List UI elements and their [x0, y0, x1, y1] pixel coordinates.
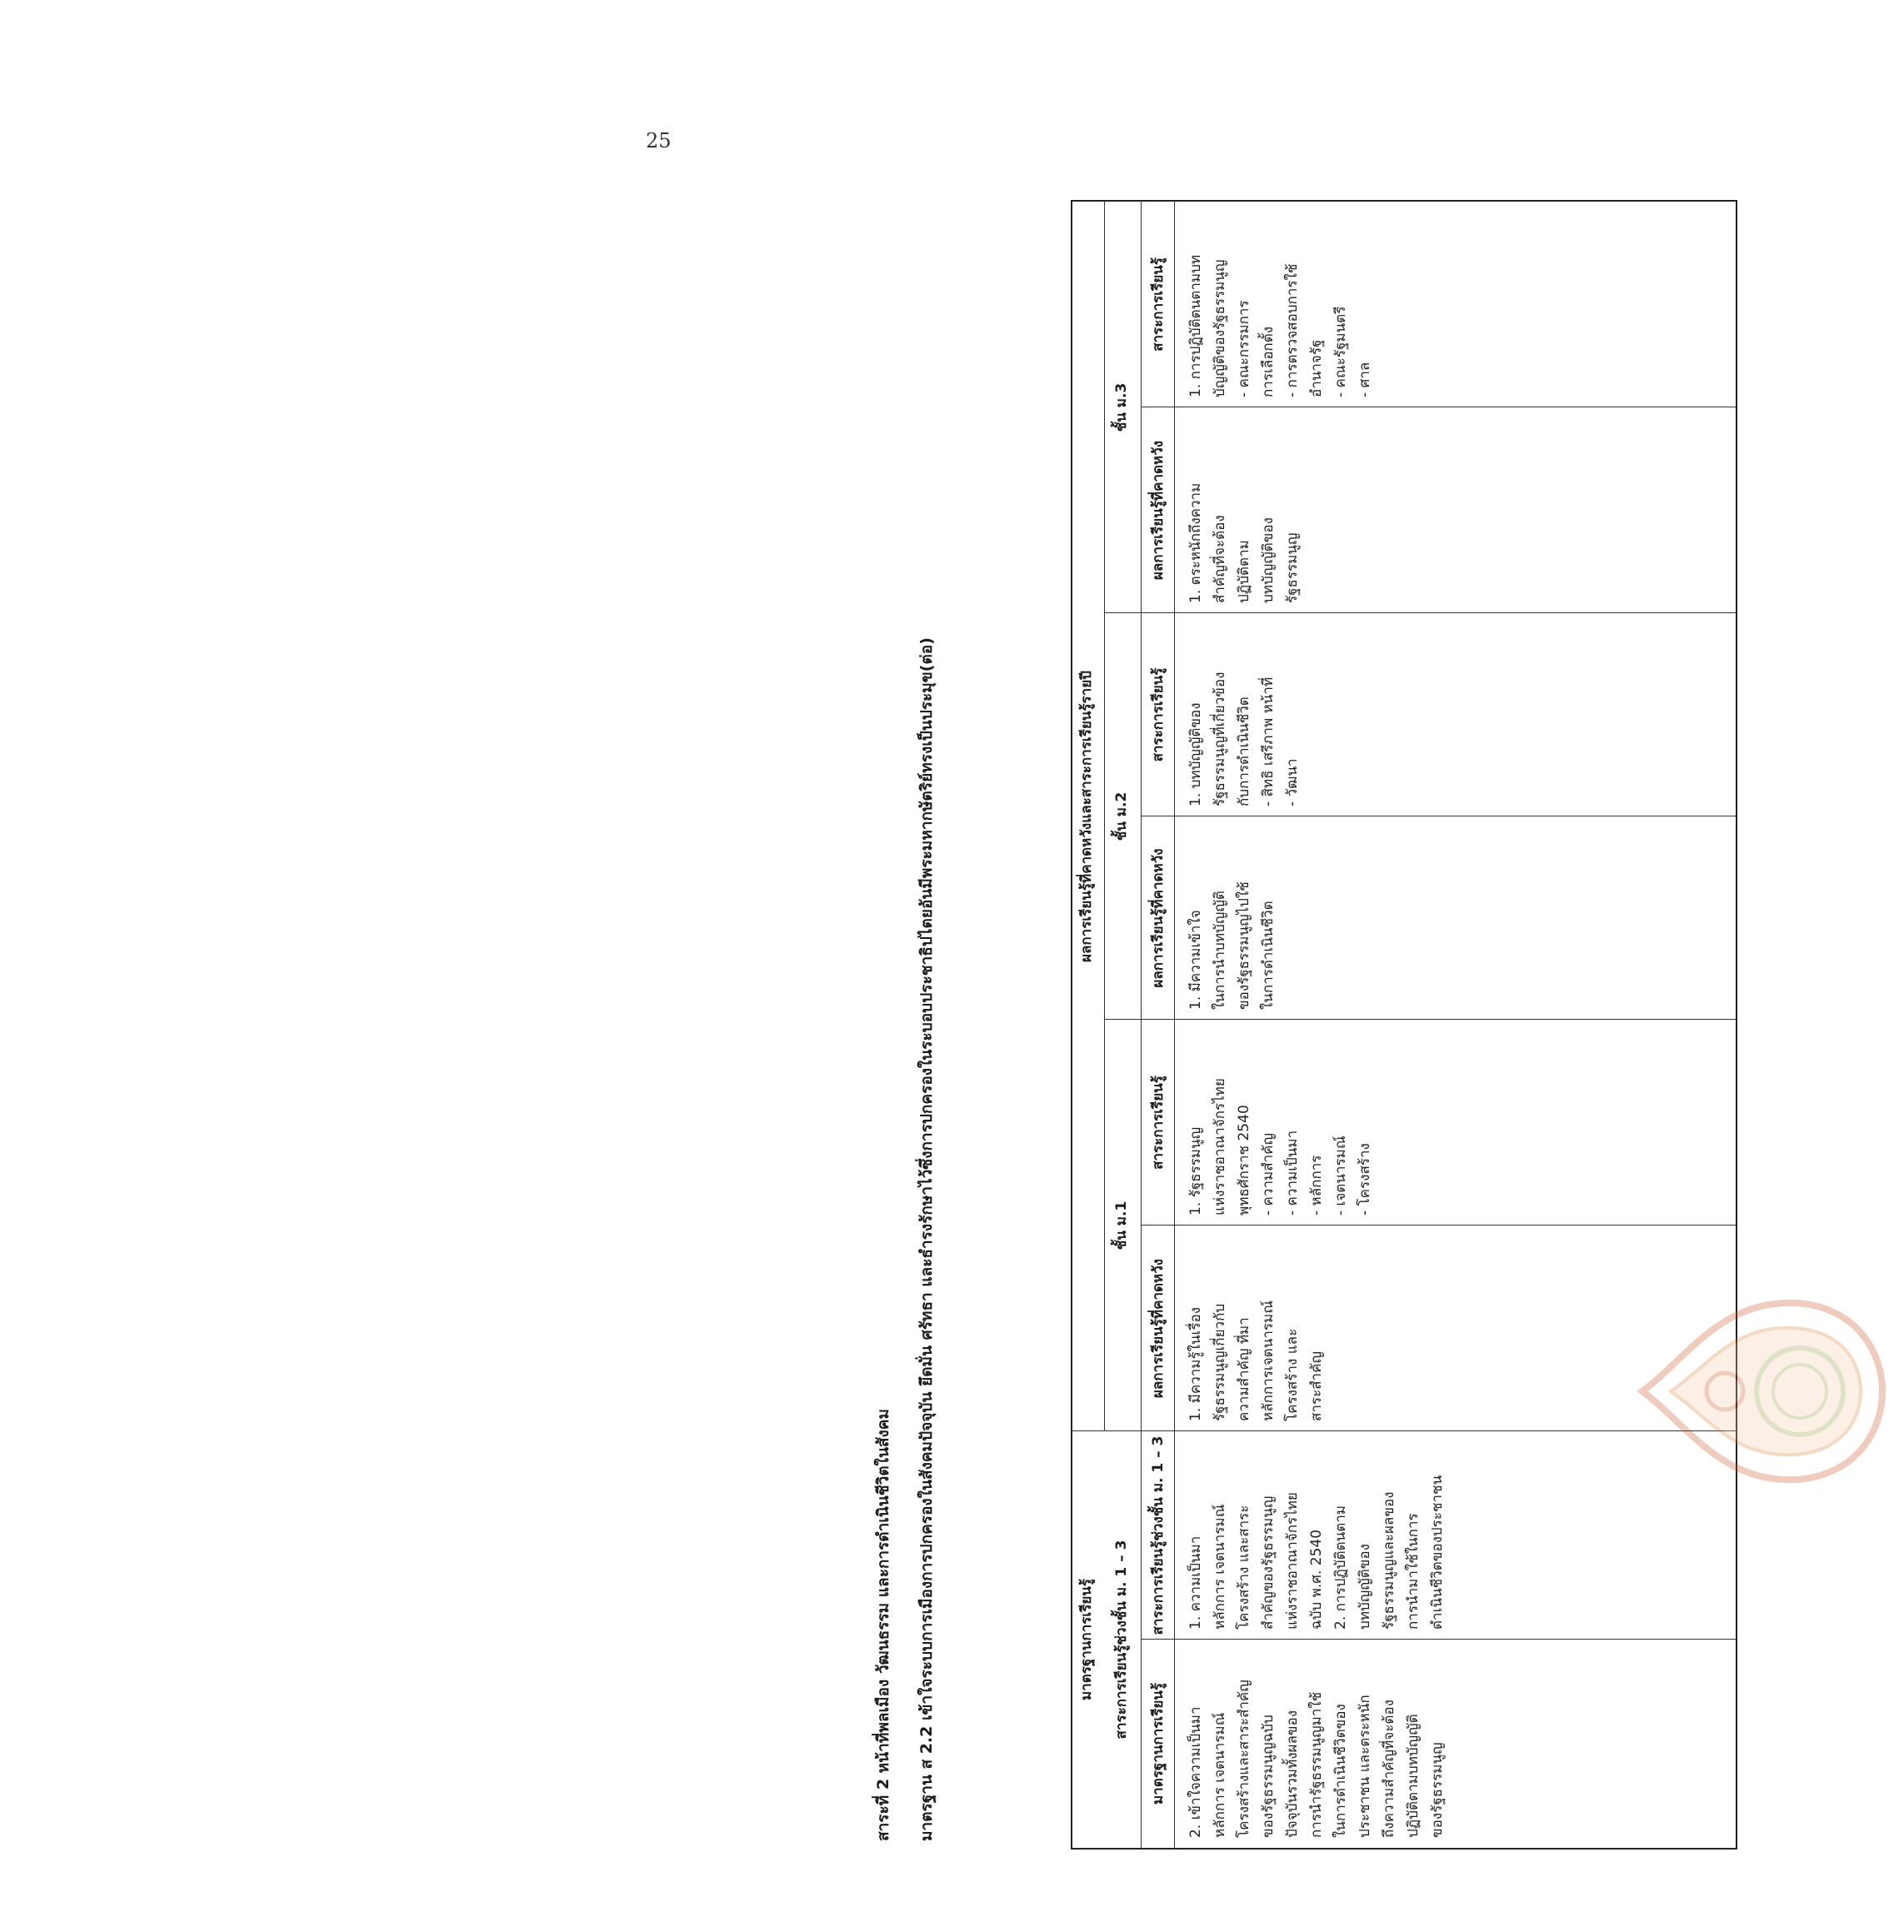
header-grade-m2: ชั้น ม.2: [1113, 791, 1130, 841]
header-grade-m3: ชั้น ม.3: [1113, 382, 1130, 432]
cell-m2-outcome: 1. มีความเข้าใจ ในการนำบทบัญญัติ ของรัฐธรรมนูญไปใช้ ในการดำเนินชีวิต: [1187, 881, 1277, 1010]
rule-h1: [1104, 202, 1105, 1431]
rule-v6: [1104, 612, 1736, 613]
emblem-watermark: [1637, 1291, 1887, 1491]
cell-m1-outcome: 1. มีความรู้ในเรื่อง รัฐธรรมนูญเกี่ยวกับ ความสำคัญ ที่มา หลักการเจตนารมณ์ โครงสร้าง และ สาระสำคัญ: [1187, 1300, 1325, 1421]
curriculum-table: [1071, 200, 1737, 1850]
standard-heading: มาตรฐาน ส 2.2 เข้าใจระบบการเมืองการปกครองในสังคมปัจจุบัน ยึดมั่น ศรัทธา และธำรงรักษาไว้ซึ่งการปกครองในระบอบประชาธิปไตยอันมีพระมหากษัตริย์ทรงเป็นประมุข(ต่อ): [917, 637, 936, 1841]
rule-v4: [1104, 1019, 1736, 1020]
header-subgroup-range: สาระการเรียนรู้ช่วงชั้น ม. 1 – 3: [1113, 1540, 1130, 1740]
cell-content-range: 1. ความเป็นมา หลักการ เจตนารมณ์ โครงสร้าง และสาระ สำคัญของรัฐธรรมนูญ แห่งราชอาณาจักรไทย ฉบับ พ.ศ. 2540 2. การปฏิบัติตนตาม บทบัญญัติของ รัฐธรรมนูญและผลของ การนำมาใช้ในการ ดำเนินชีวิตของประชาชน: [1187, 1475, 1446, 1630]
rule-v3: [1141, 1225, 1736, 1226]
cell-m3-content: 1. การปฏิบัติตนตามบท บัญญัติของรัฐธรรมนูญ - คณะกรรมการ การเลือกตั้ง - การตรวจสอบการใช้ อำนาจรัฐ - คณะรัฐมนตรี - ศาล: [1187, 254, 1373, 397]
rule-v2: [1072, 1430, 1736, 1431]
cell-m1-content: 1. รัฐธรรมนูญ แห่งราชอาณาจักรไทย พุทธศักราช 2540 - ความสำคัญ - ความเป็นมา - หลักการ - เจตนารมณ์ - โครงสร้าง: [1187, 1078, 1373, 1216]
cell-m3-outcome: 1. ตระหนักถึงความ สำคัญที่จะต้อง ปฏิบัติตาม บทบัญญัติของ รัฐธรรมนูญ: [1187, 482, 1301, 603]
col-header-m1-outcome: ผลการเรียนรู้ที่คาดหวัง: [1150, 1258, 1167, 1399]
header-group-standard: มาตรฐานการเรียนรู้: [1078, 1578, 1095, 1701]
strand-heading: สาระที่ 2 หน้าที่พลเมือง วัฒนธรรม และการดำเนินชีวิตในสังคม: [874, 1408, 892, 1841]
col-header-m2-content: สาระการเรียนรู้: [1150, 667, 1167, 762]
col-header-standard: มาตรฐานการเรียนรู้: [1150, 1682, 1167, 1805]
cell-m2-content: 1. บทบัญญัติของ รัฐธรรมนูญที่เกี่ยวข้อง กับการดำเนินชีวิต - สิทธิ เสรีภาพ หน้าที่ - วัฒนา: [1187, 671, 1301, 806]
col-header-m2-outcome: ผลการเรียนรู้ที่คาดหวัง: [1150, 848, 1167, 988]
col-header-content-range: สาระการเรียนรู้ช่วงชั้น ม. 1 – 3: [1150, 1435, 1167, 1635]
header-group-expected-outcomes: ผลการเรียนรู้ที่คาดหวังและสาระการเรียนรู้รายปี: [1078, 671, 1095, 962]
col-header-m1-content: สาระการเรียนรู้: [1150, 1076, 1167, 1170]
rule-h2: [1141, 202, 1142, 1848]
header-grade-m1: ชั้น ม.1: [1113, 1201, 1130, 1251]
page-number: 25: [646, 129, 672, 152]
cell-standard: 2. เข้าใจความเป็นมา หลักการ เจตนารมณ์ โครงสร้างและสาระสำคัญ ของรัฐธรรมนูญฉบับ ปัจจุบันรวมทั้งผลของ การนำรัฐธรรมนูญมาใช้ ในการดำเนินชีวิตของ ประชาชน และตระหนัก ถึงความสำคัญที่จะต้อง ปฏิบัติตามบทบัญญัติ ของรัฐธรรมนูญ: [1187, 1680, 1446, 1838]
col-header-m3-outcome: ผลการเรียนรู้ที่คาดหวัง: [1150, 440, 1167, 581]
rule-v1: [1141, 1639, 1736, 1640]
col-header-m3-content: สาระการเรียนรู้: [1150, 257, 1167, 352]
rule-h3: [1174, 202, 1175, 1848]
rotated-landscape-page: [871, 200, 1904, 1850]
